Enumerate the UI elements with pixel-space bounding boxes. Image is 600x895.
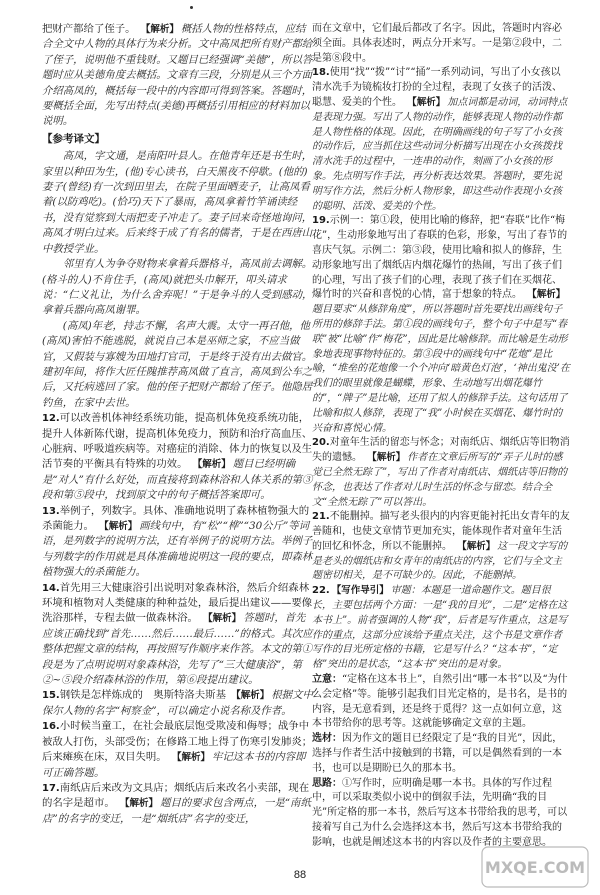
answer-text: 因为作文的题目已经限定了是“我的目光”，因此，选择与作者生活中接触到的书籍，可以是偶然看到的一本书，也可以是期盼已久的那本书。: [312, 733, 563, 774]
watermark-logo: [480, 845, 590, 889]
answer-text: 可以改善机体神经系统功能，提高机体免疫系统功能，提升人体新陈代谢，提高机体免疫力，预防和治疗高血压、心脏病、呼吸道疾病等。对癌症的消除、体力的恢复以及生活节奏的平衡具有特殊的功效。: [42, 412, 313, 471]
answer-text: 首先用三大健康浴引出说明对象森林浴，然后介绍森林环境和植物对人类健康的种种益处，最后提出建议——要像洗浴那样，专程去做一做森林浴。: [42, 581, 313, 625]
answer-text: 示例一：第①段，使用比喻的修辞，把“春联”比作“梅花”，生动形象地写出了春联的色彩，形象，写出了春节的喜庆气氛。示例二：第③段，使用比喻和拟人的修辞，生动形象地写出了烟纸店内烟花爆竹的热闹，写出了孩子们的心理，写出了孩子们的心理，表现了孩子们在买烟花、爆竹时的兴奋和喜悦的心情，富于想象的特点。: [312, 215, 568, 301]
item-lead: 思路：: [312, 777, 342, 789]
right-column: [312, 22, 570, 851]
answer-item: [42, 581, 314, 689]
answer-text: 把财产都给了侄子。: [42, 23, 136, 35]
item-number: 21.: [312, 511, 330, 523]
answer-text: 举例子，列数字。具体、准确地说明了森林植物强大的杀菌能力。: [42, 504, 310, 532]
answer-item: [42, 688, 314, 719]
item-number: 14.: [42, 582, 60, 594]
answer-item: [312, 584, 570, 673]
answer-item: [312, 732, 570, 776]
translation-paragraph: 高凤，字文通，是南阳叶县人。在他青年还是书生时，家里以种田为生，(他)专心读书，白天黑夜不停歇。(他的)妻子(曾经)有一次到田里去，在院子里面晒麦子，让高凤看着(以防鸡吃)。(恰巧)天下了暴雨，高凤拿着竹竿诵读经书，没有觉察到大雨把麦子冲走了。妻子回来奇怪地询问，高凤才明白过来。后来终于成了有名的儒者，于是在西唐山中教授学业。: [42, 150, 313, 255]
answer-item: [312, 66, 570, 214]
analysis-text: 题目已经明确是“对人”有什么好处，而直接将到森林浴和人体关系的第③段和第⑤段中，找到原文中的句子概括答案即可。: [42, 458, 313, 502]
analysis-text: 作者在文章后所写的“弄子儿时的感觉已全然无踪了”，写出了作者对南纸店、烟纸店等旧物的怀念，也表达了作者对儿时生活的怀念与留恋。结合全文“全然无踪了”可以答出。: [312, 452, 568, 508]
answer-text: 而在文章中，它们最后都改了名字。因此，答题时内容必须全面。具体表述时，两点分开来写。一是第②段中，二是第⑧段中。: [312, 23, 562, 64]
analysis-tag: 【解析】: [140, 24, 179, 35]
answer-item: [42, 411, 314, 503]
item-number: 12.: [42, 413, 60, 425]
item-number: 15.: [42, 690, 60, 702]
item-lead: 立意：: [312, 674, 342, 686]
item-number: 22.: [312, 585, 330, 597]
item-number: 17.: [42, 782, 60, 794]
answer-text: 对童年生活的留恋与怀念；对南纸店、烟纸店等旧物消失的遗憾。: [312, 437, 570, 464]
answer-item: [42, 504, 314, 581]
analysis-tag: 【解析】: [120, 798, 159, 810]
translation-paragraph: 邻里有人为争夺财物来拿着兵器格斗，高凤前去调解。(格斗的人)不肯住手，(高凤)就把头巾解开，叩头请求说：“仁义礼让，为什么舍弃呢！”于是争斗的人受到感动，拿着兵器向高凤谢罪。: [42, 258, 313, 317]
item-number: 16.: [42, 721, 60, 733]
section-heading: 【参考译文】: [42, 132, 105, 145]
page-number: 88: [293, 869, 307, 881]
answer-item: [312, 673, 570, 732]
analysis-text: 题目要求“从修辞角度”，所以答题时首先要找出画线句子所用的修辞手法。第①段的画线句子，整个句子中是写“春联”被“比喻”作“梅花”，因此是比喻修辞。而比喻是生动形象地表现事物特征的。第③段中的画线句中“花炮”是比喻，“堆垒的花炮像一个个冲向‘暗黄色灯泡’，‘神出鬼没’在我们的眼里就像是蝴蝶，形象、生动地写出烟花爆竹的”，“牌子”是比喻，还用了拟人的修辞手法。这句话用了比喻和拟人修辞，表现了“我”小时候在买烟花、爆竹时的兴奋和喜悦心情。: [312, 304, 570, 434]
answer-item: [42, 719, 314, 781]
answer-item: [312, 777, 570, 851]
answer-text: ①写作时，应明确是哪一本书。具体的写作过程中，可以采取类似小说中的倒叙手法，先明确“我的目光”所定格的那一本书，然后写这本书带给我的思考，可以接着写自己为什么会选择这本书，然后写这本书带给我的影响，也就是阐述这本书的内容以及作者的主要意思。: [312, 777, 568, 848]
analysis-tag: 【解析】: [99, 521, 138, 532]
answer-text: 使用“找”“拨”“讨”“捅”一系列动词，写出了小女孩以清水冼手为镜梳妆打扮的全过程，表现了女孩子的活泼、聪慧、爱美的个性。: [312, 67, 562, 108]
answer-text: 小时候当童工，在社会最底层饱受欺凌和侮辱；战争中被敌人打伤，头部受伤；在修路工地上得了伤寒引发肺炎；后来瘫痪在床，双目失明。: [42, 720, 313, 764]
analysis-tag: 【解析】: [407, 96, 446, 108]
analysis-text: 画线句中，有“松”“桦”“30公斤”等词语，是列数字的说明方法，还有举例子的说明方法。举例子与列数字的作用就是具体准确地说明这一段的要点，即森林植物强大的杀菌能力。: [42, 520, 313, 579]
answer-item: [312, 436, 570, 510]
item-lead: 选材：: [312, 733, 342, 745]
item-number: 20.: [312, 437, 330, 449]
item-number: 13.: [42, 505, 60, 517]
translation-paragraph: (高凤)年老，持志不懈，名声大震。太守一再召他，他(高凤)害怕不能逃脱，就说自己本是巫师之家，不应当做官，又假装与寡嫂为田地打官司，于是终于没有出去做官。建初年间，将作大匠任隗推荐高凤做了直言，高凤到公车之后，又托病逃回了家。他的侄子把财产都给了侄子。他隐居钓鱼，在家中去世。: [42, 319, 313, 409]
analysis-tag: 【解析】: [203, 613, 242, 625]
analysis-tag: 【解析】: [172, 752, 211, 764]
answer-item: [312, 22, 570, 66]
analysis-text: 根据文中保尔人物的名字“柯察金”，可以确定小说名称及作者。: [42, 689, 313, 717]
answer-text: 不能删掉。描写老头很内的内容更能衬托出女青年的友善随和，也使文章情节更加充实，能体现作者对童年生活的回忆和怀念，所以不能删掉。: [312, 511, 570, 552]
analysis-tag: 【解析】: [192, 459, 231, 471]
analysis-text: 审题：本题是一道命题作文。题目很长，主要包括两个方面：一是“我的目光”，二是“定格在这本书上”。前者强调的人物“我”，后者是写作重点，这是写作的重点，这部分应该给予重点关注，这个书是文章作者写作的目光所定格的书籍，它是写什么？“这本书”，“定格”突出的是状态，“这本书”突出的是对象。: [312, 585, 568, 671]
analysis-text: 加点词都是动词，动词特点是表现力强。写出了人物的动作，能够表现人物的动作都是人物性格的体现。因此，在明确画线的句子写了小女孩的动作后，应当抓住这些动词分析描写出现在小女孩拨找清水洗手的过程中，一连串的动作，刻画了小女孩的形象。先点明写作手法，再分析表达效果。答题时，要先说明写作方法，然后分析人物形象，即这些动作表现小女孩的聪明、活泼、爱美的个性。: [312, 96, 568, 212]
analysis-text: 这一段文字写的是老头的烟纸店和女青年的南纸店的内容，它们与全文主题密切相关，是不可缺少的。因此，不能删掉。: [312, 540, 568, 582]
item-number: 18.: [312, 67, 330, 79]
analysis-text: 概括人物的性格特点，应结合全文中人物的具体行为来分析。文中高凤把所有财产都给了侄子，说明他不重钱财。又题目已经强调“美德”，所以答题时应从美德角度去概括。文章有三段，分别是从三个方面介绍高凤的，概括每一段中的内容即可得到答案。答题时，要概括全面，先写出特点(美德)再概括引用相应的材料加以说明。: [42, 23, 313, 128]
analysis-text: 答题时，首先应该正确找到“首先……然后……最后……”的格式。其次应整体把握文章的结构，再按照写作顺序来作答。本文的第①段是为了点明说明对象森林浴，先写了“三大健康浴”，第②~⑤段介绍森林浴的作用，第⑥段提出建议。: [42, 612, 313, 687]
answer-item: [42, 781, 314, 827]
answer-text: 钢铁是怎样炼成的 奥斯特洛夫斯基: [59, 689, 226, 702]
analysis-tag: 【解析】: [457, 540, 496, 552]
left-column: [42, 22, 314, 827]
analysis-text: 牢记这本书的内容即可正确答题。: [42, 751, 306, 779]
answer-item: [312, 214, 570, 436]
answer-text: “定格在这本书上”，自然引出“哪一本书”以及“为什么会定格”等。能够引起我们目光定格的，是书名，是书的内容，是无意看到，还是终于觅得？这一点如何立意，这本书带给你的思考等。这就能够确定文章的主题。: [312, 674, 568, 730]
analysis-tag: 【解析】: [367, 452, 406, 464]
analysis-tag: 【解析】: [231, 690, 270, 702]
writing-guide-tag: 【写作导引】: [331, 585, 389, 597]
page-mark-dot: [190, 6, 193, 9]
analysis-text: 题目的要求包含两点，一是“南纸店”的名字的变迁，一是“烟纸店”名字的变迁，: [42, 797, 311, 825]
answer-text: 南纸店后来改为文具店；烟纸店后来改名小卖部，现在的名字是超市。: [42, 781, 310, 810]
item-number: 19.: [312, 215, 330, 227]
analysis-tag: 【解析】: [527, 289, 566, 301]
svg-text:MXQE.COM: MXQE.COM: [484, 858, 586, 877]
answer-item: [42, 22, 314, 130]
answer-item: [312, 510, 570, 584]
